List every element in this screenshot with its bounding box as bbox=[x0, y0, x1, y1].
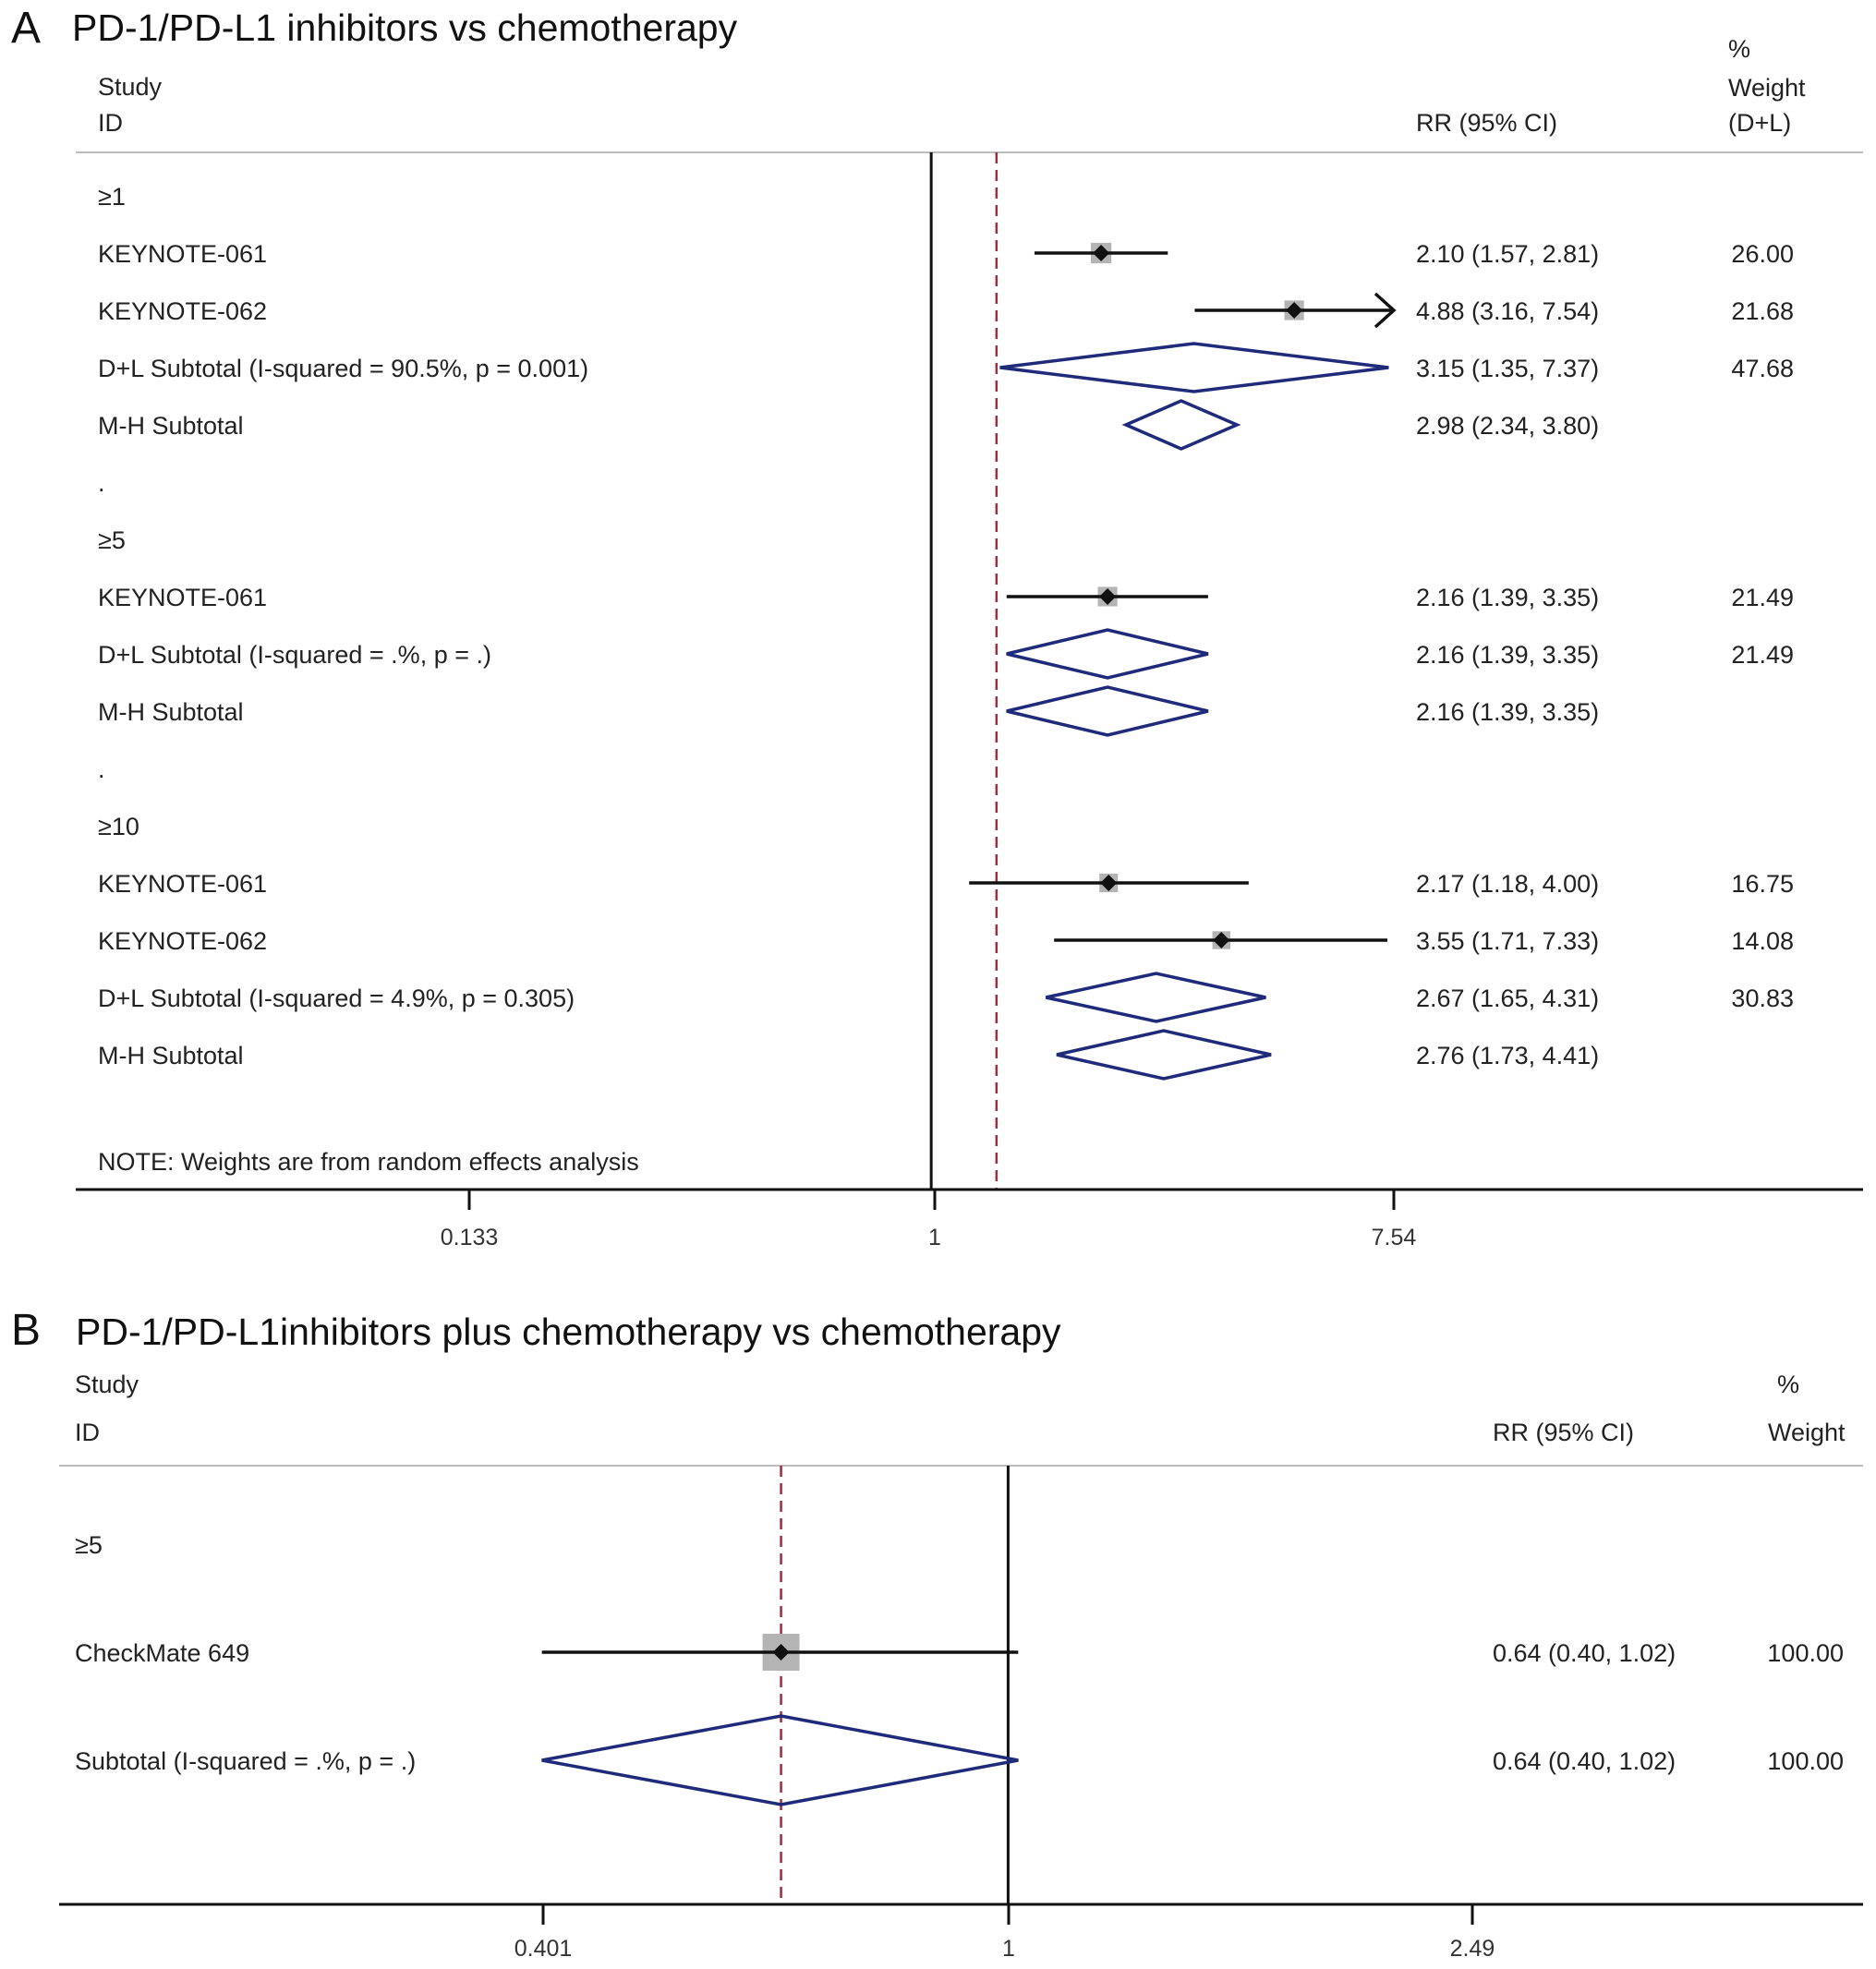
subtotal-diamond bbox=[1007, 630, 1208, 678]
group-label: ≥1 bbox=[98, 183, 126, 211]
x-tick-label: 1 bbox=[1002, 1936, 1015, 1962]
ci-text: 4.88 (3.16, 7.54) bbox=[1416, 297, 1600, 325]
study-label: KEYNOTE-061 bbox=[98, 240, 268, 268]
header-weight-pct: % bbox=[1728, 35, 1751, 63]
ci-text: 3.55 (1.71, 7.33) bbox=[1416, 927, 1600, 955]
ci-text: 2.16 (1.39, 3.35) bbox=[1416, 698, 1600, 726]
subtotal-diamond bbox=[1000, 344, 1389, 392]
weight-text: 21.68 bbox=[1731, 297, 1794, 325]
panel-title: PD-1/PD-L1inhibitors plus chemotherapy vs chemotherapy bbox=[76, 1311, 1061, 1353]
header-weight-type: (D+L) bbox=[1728, 109, 1792, 137]
subtotal-label: D+L Subtotal (I-squared = 4.9%, p = 0.305) bbox=[98, 984, 575, 1012]
study-label: KEYNOTE-061 bbox=[98, 870, 268, 898]
header-weight: Weight bbox=[1728, 74, 1806, 102]
x-tick-label: 1 bbox=[928, 1225, 941, 1250]
weight-text: 100.00 bbox=[1767, 1639, 1844, 1667]
study-label: KEYNOTE-062 bbox=[98, 297, 268, 325]
weight-text: 26.00 bbox=[1731, 240, 1794, 268]
study-label: KEYNOTE-062 bbox=[98, 927, 268, 955]
group-label: ≥5 bbox=[98, 526, 126, 554]
subtotal-diamond bbox=[1046, 973, 1265, 1021]
header-weight: Weight bbox=[1768, 1419, 1846, 1446]
subtotal-label: M-H Subtotal bbox=[98, 698, 244, 726]
header-study: Study bbox=[98, 73, 163, 101]
weight-text: 100.00 bbox=[1767, 1747, 1844, 1775]
x-tick-label: 2.49 bbox=[1449, 1936, 1495, 1962]
subtotal-label: Subtotal (I-squared = .%, p = .) bbox=[75, 1747, 417, 1775]
weight-text: 14.08 bbox=[1731, 927, 1794, 955]
weight-text: 21.49 bbox=[1731, 641, 1794, 669]
group-label: ≥10 bbox=[98, 813, 139, 840]
weight-text: 47.68 bbox=[1731, 355, 1794, 382]
ci-text: 0.64 (0.40, 1.02) bbox=[1493, 1639, 1676, 1667]
ci-text: 0.64 (0.40, 1.02) bbox=[1493, 1747, 1676, 1775]
group-spacer: . bbox=[98, 755, 105, 783]
ci-text: 2.98 (2.34, 3.80) bbox=[1416, 412, 1600, 440]
weight-text: 30.83 bbox=[1731, 984, 1794, 1012]
ci-text: 2.17 (1.18, 4.00) bbox=[1416, 870, 1600, 898]
subtotal-label: D+L Subtotal (I-squared = 90.5%, p = 0.001) bbox=[98, 355, 589, 382]
group-label: ≥5 bbox=[75, 1531, 103, 1559]
x-tick-label: 0.133 bbox=[440, 1225, 499, 1250]
panel-letter: A bbox=[11, 4, 42, 53]
ci-text: 2.16 (1.39, 3.35) bbox=[1416, 584, 1600, 611]
ci-text: 2.76 (1.73, 4.41) bbox=[1416, 1042, 1600, 1069]
header-effect: RR (95% CI) bbox=[1416, 109, 1558, 137]
subtotal-diamond bbox=[1057, 1031, 1271, 1079]
weights-note: NOTE: Weights are from random effects analysis bbox=[98, 1148, 639, 1176]
subtotal-diamond bbox=[1007, 687, 1208, 735]
panel-letter: B bbox=[11, 1306, 42, 1355]
subtotal-label: D+L Subtotal (I-squared = .%, p = .) bbox=[98, 641, 491, 669]
header-study: Study bbox=[75, 1371, 139, 1398]
study-label: KEYNOTE-061 bbox=[98, 584, 268, 611]
ci-text: 2.10 (1.57, 2.81) bbox=[1416, 240, 1600, 268]
weight-text: 21.49 bbox=[1731, 584, 1794, 611]
ci-text: 2.67 (1.65, 4.31) bbox=[1416, 984, 1600, 1012]
group-spacer: . bbox=[98, 469, 105, 497]
weight-text: 16.75 bbox=[1731, 870, 1794, 898]
header-id: ID bbox=[75, 1419, 100, 1446]
x-tick-label: 0.401 bbox=[514, 1936, 573, 1962]
subtotal-label: M-H Subtotal bbox=[98, 1042, 244, 1069]
header-weight-pct: % bbox=[1777, 1371, 1800, 1398]
subtotal-diamond bbox=[1126, 401, 1237, 449]
ci-text: 2.16 (1.39, 3.35) bbox=[1416, 641, 1600, 669]
ci-text: 3.15 (1.35, 7.37) bbox=[1416, 355, 1600, 382]
header-effect: RR (95% CI) bbox=[1493, 1419, 1635, 1446]
study-label: CheckMate 649 bbox=[75, 1639, 250, 1667]
panel-title: PD-1/PD-L1 inhibitors vs chemotherapy bbox=[72, 6, 738, 49]
subtotal-label: M-H Subtotal bbox=[98, 412, 244, 440]
header-id: ID bbox=[98, 109, 123, 137]
x-tick-label: 7.54 bbox=[1371, 1225, 1417, 1250]
